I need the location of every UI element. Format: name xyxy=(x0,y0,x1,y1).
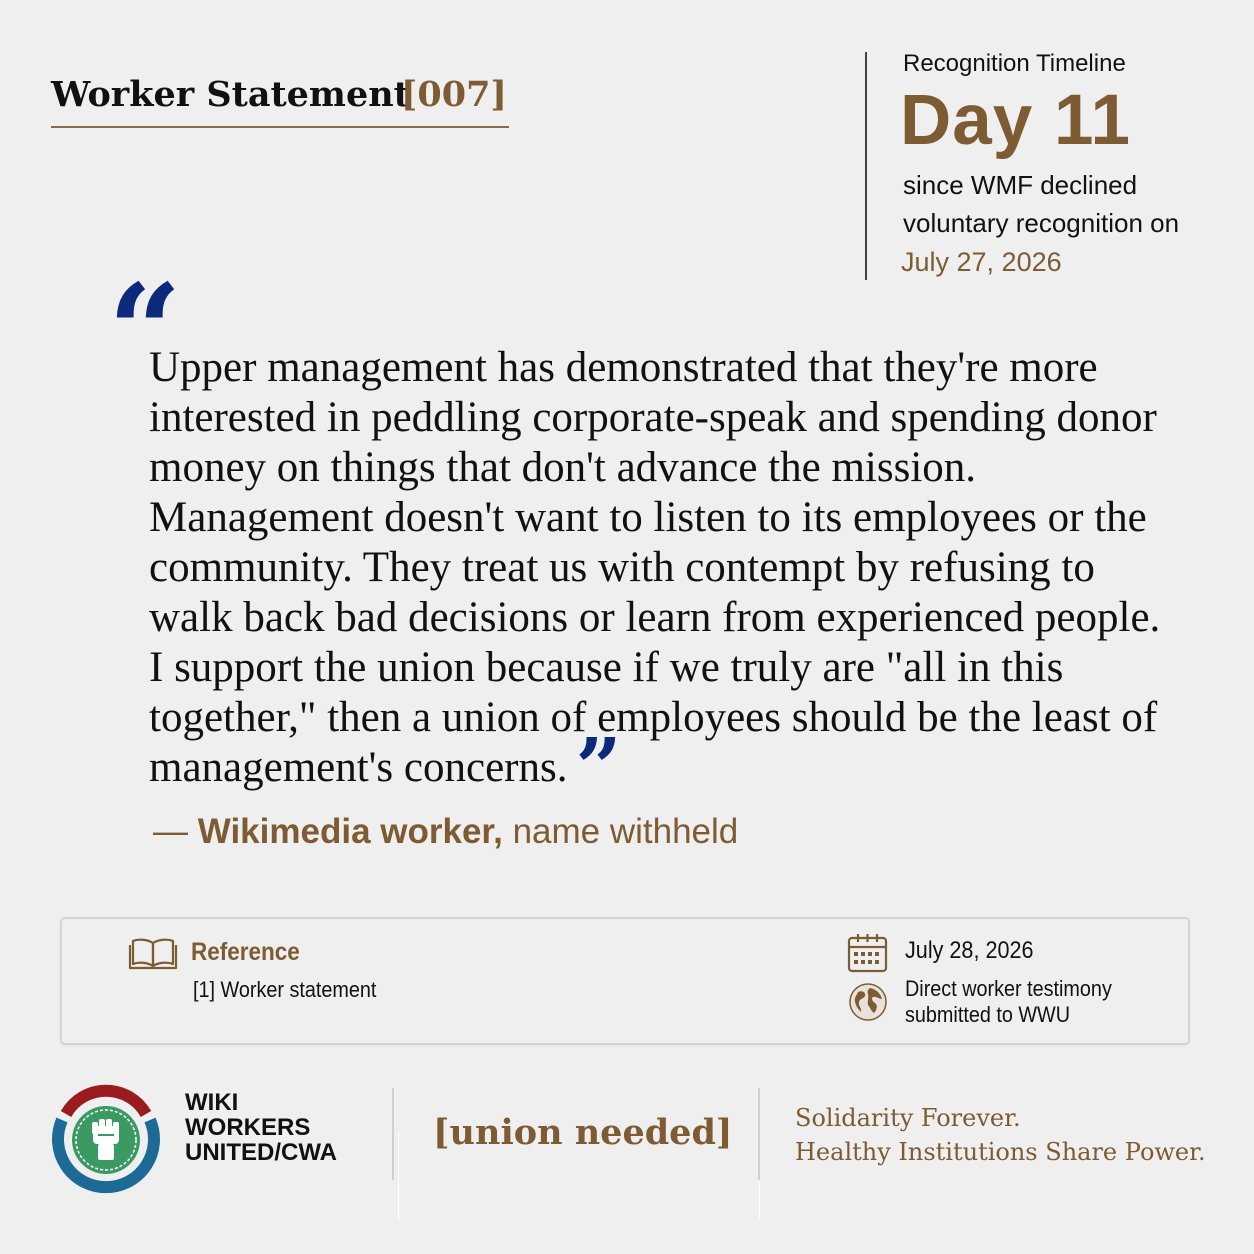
attribution-name: Wikimedia worker, xyxy=(197,812,503,851)
footer-divider-highlight xyxy=(398,1132,399,1220)
globe-icon xyxy=(848,982,888,1022)
quote-text: Upper management has demonstrated that they're more interested in peddling corporate-speak and spending donor money on things that don't advance the mission. Management doesn't want to listen to its employees or the community. They treat us with contempt by refusing to walk back bad decisions or learn from experienced people. I support the union because if we truly are "all in this together," then a union of employees should be the least of management's concerns. xyxy=(149,344,1161,791)
motto-line1: Solidarity Forever. xyxy=(795,1104,1021,1132)
motto-line2: Healthy Institutions Share Power. xyxy=(795,1138,1206,1166)
footer-divider-highlight xyxy=(759,1182,760,1218)
close-quote-icon: ” xyxy=(575,720,622,814)
footer-divider xyxy=(392,1088,394,1180)
timeline-divider xyxy=(865,52,867,280)
statement-header xyxy=(51,72,509,128)
attribution xyxy=(153,812,738,852)
reference-date: July 28, 2026 xyxy=(905,937,1034,964)
org-name-line2: WORKERS xyxy=(185,1114,311,1141)
calendar-icon xyxy=(847,933,888,973)
attribution-dash: — xyxy=(153,812,188,851)
quote-block xyxy=(149,343,1184,814)
reference-item: [1] Worker statement xyxy=(193,977,377,1002)
decline-date: July 27, 2026 xyxy=(901,247,1062,277)
footer-divider xyxy=(758,1088,760,1180)
wiki-workers-united-logo xyxy=(48,1078,164,1194)
statement-number: [007] xyxy=(400,74,507,115)
source-text-line2: submitted to WWU xyxy=(905,1002,1071,1027)
union-needed-tagline: [union needed] xyxy=(433,1112,733,1153)
since-text-line1: since WMF declined xyxy=(903,170,1138,200)
statement-title: Worker Statement xyxy=(51,74,410,115)
org-name-line1: WIKI xyxy=(185,1089,239,1116)
org-name-line3: UNITED/CWA xyxy=(185,1139,337,1166)
source-text-line1: Direct worker testimony xyxy=(905,976,1112,1001)
reference-title: Reference xyxy=(191,938,300,966)
timeline-label: Recognition Timeline xyxy=(903,50,1126,77)
open-quote-icon: “ xyxy=(108,257,182,407)
book-icon xyxy=(128,936,178,970)
attribution-detail: name withheld xyxy=(512,812,739,851)
day-count: Day 11 xyxy=(900,81,1132,160)
since-text-line2: voluntary recognition on xyxy=(903,208,1180,238)
